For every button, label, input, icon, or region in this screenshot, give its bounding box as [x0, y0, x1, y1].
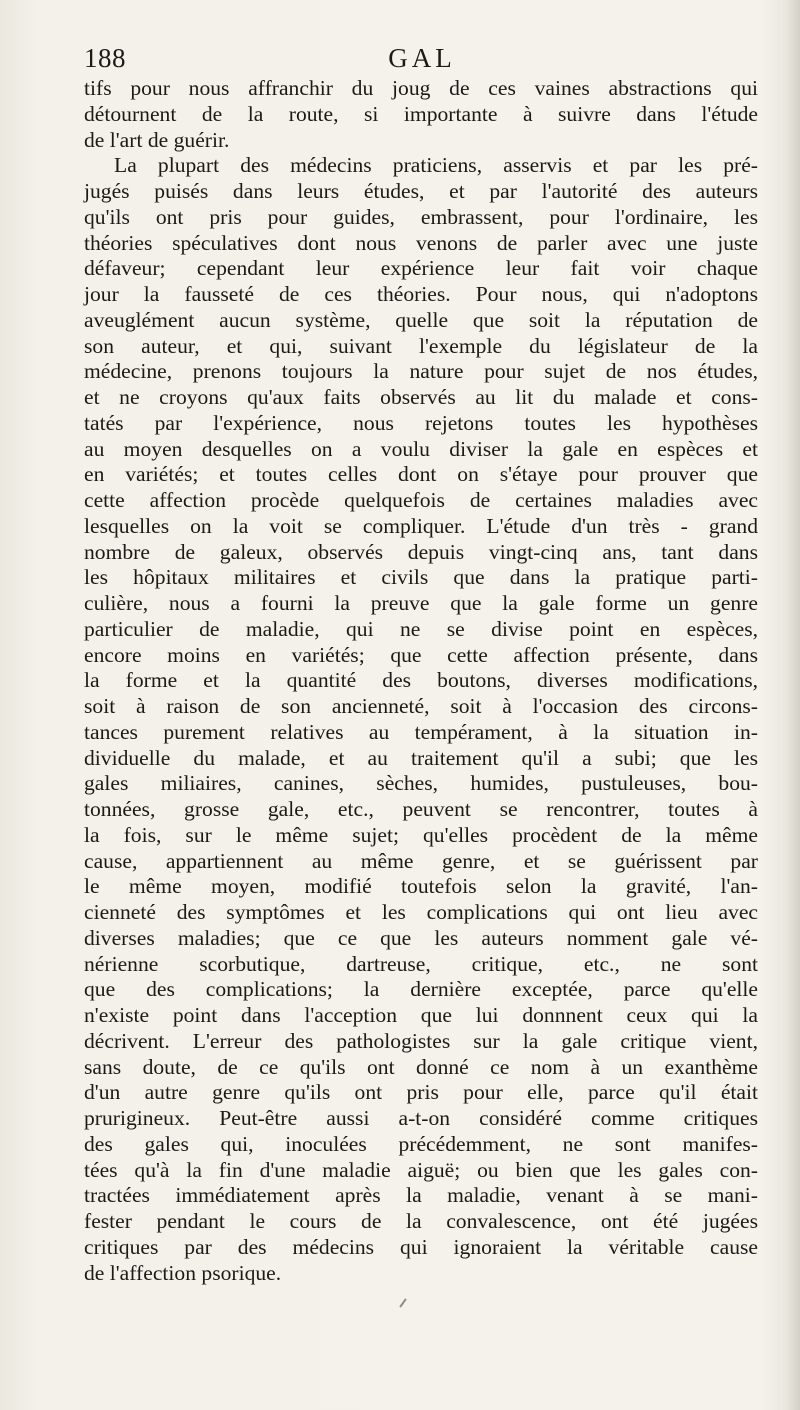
paragraph-last-line: de l'affection psorique.: [84, 1260, 282, 1285]
text-line: soit à raison de son ancienneté, soit à l'occasion des circons-: [84, 694, 758, 718]
page-header: [84, 40, 760, 76]
text-line: cienneté des symptômes et les complications qui ont lieu avec: [84, 900, 758, 924]
text-line: sans doute, de ce qu'ils ont donné ce nom à un exanthème: [84, 1054, 758, 1079]
text-line: tonnées, grosse gale, etc., peuvent se rencontrer, toutes à: [84, 797, 758, 821]
text-line: médecine, prenons toujours la nature pour sujet de nos études,: [84, 359, 758, 384]
text-line: cette affection procède quelquefois de certaines maladies avec: [84, 488, 758, 512]
text-line: jugés puisés dans leurs études, et par l'autorité des auteurs: [84, 179, 758, 203]
text-line: que des complications; la dernière exceptée, parce qu'elle: [84, 977, 758, 1002]
text-line: n'existe point dans l'acception que lui donnnent ceux qui la: [84, 1003, 758, 1027]
text-line: tées qu'à la fin d'une maladie aiguë; ou bien que les gales con-: [84, 1157, 758, 1182]
text-line: de l'art de guérir.: [84, 127, 230, 152]
text-line: jour la fausseté de ces théories. Pour nous, qui n'adoptons: [84, 282, 758, 306]
text-line: lesquelles on la voit se compliquer. L'étude d'un très - grand: [84, 513, 758, 538]
text-line: détournent de la route, si importante à suivre dans l'étude: [84, 101, 758, 126]
text-line: d'un autre genre qu'ils ont pris pour elle, parce qu'il était: [84, 1080, 758, 1105]
page-number: 188: [84, 43, 126, 73]
text-line: nérienne scorbutique, dartreuse, critique, etc., ne sont: [84, 951, 758, 976]
text-line: décrivent. L'erreur des pathologistes sur la gale critique vient,: [84, 1028, 758, 1053]
text-line: des gales qui, inoculées précédemment, ne sont manifes-: [84, 1131, 758, 1156]
text-line: au moyen desquelles on a voulu diviser la gale en espèces et: [84, 436, 758, 461]
text-line: fester pendant le cours de la convalescence, ont été jugées: [84, 1209, 758, 1233]
text-line: théories spéculatives dont nous venons de parler avec une juste: [84, 230, 758, 255]
text-line: diverses maladies; que ce que les auteurs nomment gale vé-: [84, 925, 758, 950]
text-line: critiques par des médecins qui ignoraient la véritable cause: [84, 1234, 758, 1259]
text-line: son auteur, et qui, suivant l'exemple du législateur de la: [84, 333, 758, 358]
text-line: tances purement relatives au tempérament, à la situation in-: [84, 719, 758, 744]
text-line: dividuelle du malade, et au traitement qu'il a subi; que les: [84, 745, 758, 770]
page-edge-shadow: [786, 0, 800, 1410]
text-line: particulier de maladie, qui ne se divise point en espèces,: [84, 616, 758, 641]
text-line: la forme et la quantité des boutons, diverses modifications,: [84, 668, 758, 693]
text-line: tifs pour nous affranchir du joug de ces vaines abstractions qui: [84, 76, 758, 100]
text-line: gales miliaires, canines, sèches, humides, pustuleuses, bou-: [84, 771, 758, 796]
text-line: cause, appartiennent au même genre, et se guérissent par: [84, 848, 758, 873]
body-text: [84, 76, 758, 1286]
text-line: encore moins en variétés; que cette affection présente, dans: [84, 642, 758, 667]
text-line: nombre de galeux, observés depuis vingt-cinq ans, tant dans: [84, 539, 758, 564]
text-line: la fois, sur le même sujet; qu'elles procèdent de la même: [84, 822, 758, 847]
text-line: les hôpitaux militaires et civils que dans la pratique parti-: [84, 565, 758, 590]
text-line: tractées immédiatement après la maladie, venant à se mani-: [84, 1183, 758, 1208]
text-line: aveuglément aucun système, quelle que soit la réputation de: [84, 307, 758, 332]
running-head: GAL: [388, 43, 456, 73]
ink-speck: [399, 1298, 406, 1307]
text-line: le même moyen, modifié toutefois selon la gravité, l'an-: [84, 874, 758, 899]
paragraph-first-line: La plupart des médecins praticiens, asservis et par les pré-: [114, 153, 758, 178]
text-line: tatés par l'expérience, nous rejetons toutes les hypothèses: [84, 410, 758, 435]
text-line: culière, nous a fourni la preuve que la gale forme un genre: [84, 591, 758, 615]
text-line: qu'ils ont pris pour guides, embrassent, pour l'ordinaire, les: [84, 204, 758, 229]
text-line: prurigineux. Peut-être aussi a-t-on considéré comme critiques: [84, 1106, 758, 1130]
text-line: défaveur; cependant leur expérience leur fait voir chaque: [84, 256, 758, 281]
text-line: en variétés; et toutes celles dont on s'étaye pour prouver que: [84, 462, 758, 487]
text-line: et ne croyons qu'aux faits observés au lit du malade et cons-: [84, 385, 758, 409]
